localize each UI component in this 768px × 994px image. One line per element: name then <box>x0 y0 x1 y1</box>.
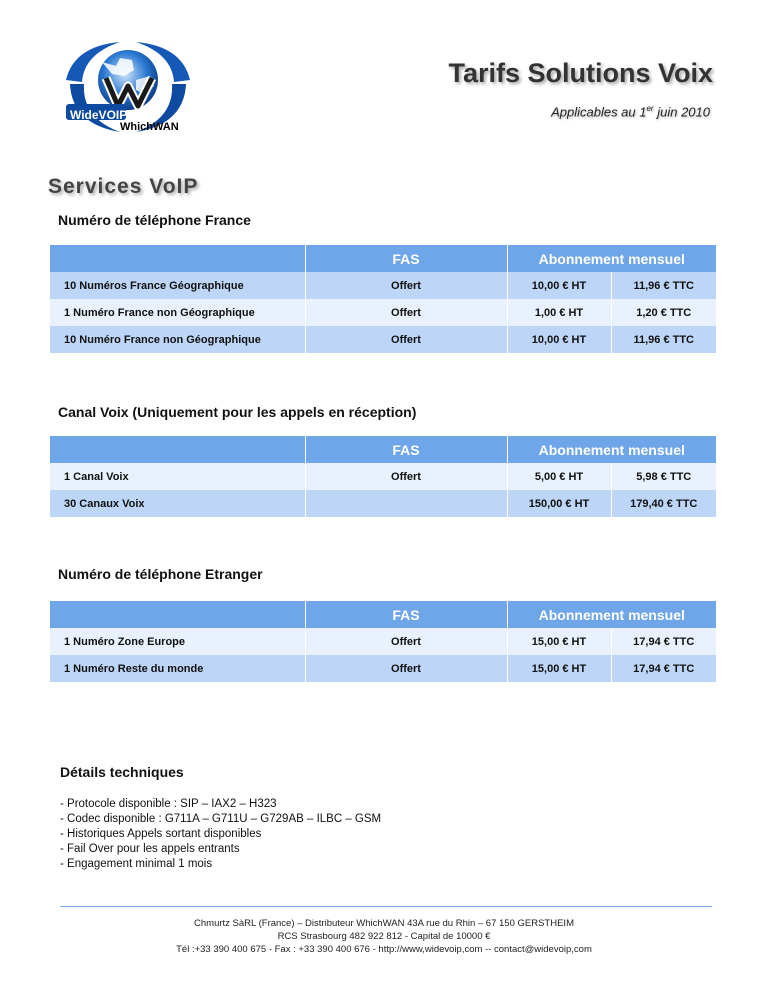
header-abonnement: Abonnement mensuel <box>507 245 716 272</box>
row-label: 1 Canal Voix <box>50 463 305 490</box>
row-price-ttc: 1,20 € TTC <box>611 299 716 326</box>
footer-company: Chmurtz SàRL (France) – Distributeur WhichWAN 43A rue du Rhin – 67 150 GERSTHEIM <box>194 918 574 929</box>
row-price-ttc: 17,94 € TTC <box>611 628 716 655</box>
france-block-title: Numéro de téléphone France <box>58 212 251 228</box>
page-title: Tarifs Solutions Voix <box>448 58 713 88</box>
row-price-ht: 10,00 € HT <box>507 326 611 353</box>
france-price-table <box>50 245 716 353</box>
row-price-ttc: 17,94 € TTC <box>611 655 716 682</box>
details-list <box>60 797 381 872</box>
table-row <box>50 463 716 490</box>
header-fas: FAS <box>305 245 507 272</box>
section-title: Services VoIP <box>48 175 199 198</box>
list-item: - Engagement minimal 1 mois <box>60 858 213 870</box>
row-price-ttc: 11,96 € TTC <box>611 272 716 299</box>
logo-brand-whichwan: WhichWAN <box>120 121 179 133</box>
header-fas: FAS <box>305 601 507 628</box>
table-row <box>50 490 716 517</box>
list-item: - Protocole disponible : SIP – IAX2 – H323 <box>60 798 277 810</box>
header-empty-cell <box>50 601 305 628</box>
row-price-ttc: 179,40 € TTC <box>611 490 716 517</box>
etranger-price-table <box>50 601 716 682</box>
list-item: - Fail Over pour les appels entrants <box>60 843 240 855</box>
row-fas <box>305 490 507 517</box>
table-row <box>50 326 716 353</box>
table-header-row <box>50 436 716 463</box>
header-empty-cell <box>50 245 305 272</box>
row-price-ht: 15,00 € HT <box>507 628 611 655</box>
table-row <box>50 272 716 299</box>
list-item: - Historiques Appels sortant disponibles <box>60 828 262 840</box>
header-abonnement: Abonnement mensuel <box>507 601 716 628</box>
etranger-block-title: Numéro de téléphone Etranger <box>58 566 263 582</box>
table-row <box>50 655 716 682</box>
logo-brand-widevoip: WideVOIP <box>70 108 128 122</box>
page-subtitle: Applicables au 1er juin 2010 <box>551 104 710 120</box>
header-fas: FAS <box>305 436 507 463</box>
row-label: 30 Canaux Voix <box>50 490 305 517</box>
row-fas: Offert <box>305 272 507 299</box>
header-abonnement: Abonnement mensuel <box>507 436 716 463</box>
row-label: 1 Numéro Reste du monde <box>50 655 305 682</box>
details-title: Détails techniques <box>60 764 184 780</box>
table-header-row <box>50 245 716 272</box>
row-fas: Offert <box>305 655 507 682</box>
row-fas: Offert <box>305 463 507 490</box>
table-row <box>50 299 716 326</box>
row-fas: Offert <box>305 326 507 353</box>
table-row <box>50 628 716 655</box>
row-label: 1 Numéro France non Géographique <box>50 299 305 326</box>
table-header-row <box>50 601 716 628</box>
header-empty-cell <box>50 436 305 463</box>
row-fas: Offert <box>305 628 507 655</box>
row-price-ttc: 5,98 € TTC <box>611 463 716 490</box>
row-label: 1 Numéro Zone Europe <box>50 628 305 655</box>
footer-registration: RCS Strasbourg 482 922 812 - Capital de 10000 € <box>277 931 491 942</box>
row-price-ttc: 11,96 € TTC <box>611 326 716 353</box>
row-label: 10 Numéro France non Géographique <box>50 326 305 353</box>
footer-contact: Tél :+33 390 400 675 - Fax : +33 390 400 676 - http://www,widevoip,com -- contact@widevoip,com <box>176 944 592 955</box>
list-item: - Codec disponible : G711A – G711U – G729AB – ILBC – GSM <box>60 813 382 825</box>
row-label: 10 Numéros France Géographique <box>50 272 305 299</box>
row-price-ht: 15,00 € HT <box>507 655 611 682</box>
row-price-ht: 150,00 € HT <box>507 490 611 517</box>
row-fas: Offert <box>305 299 507 326</box>
row-price-ht: 10,00 € HT <box>507 272 611 299</box>
footer-divider <box>60 906 712 907</box>
canal-block-title: Canal Voix (Uniquement pour les appels en réception) <box>58 404 417 420</box>
row-price-ht: 5,00 € HT <box>507 463 611 490</box>
canal-price-table <box>50 436 716 517</box>
row-price-ht: 1,00 € HT <box>507 299 611 326</box>
